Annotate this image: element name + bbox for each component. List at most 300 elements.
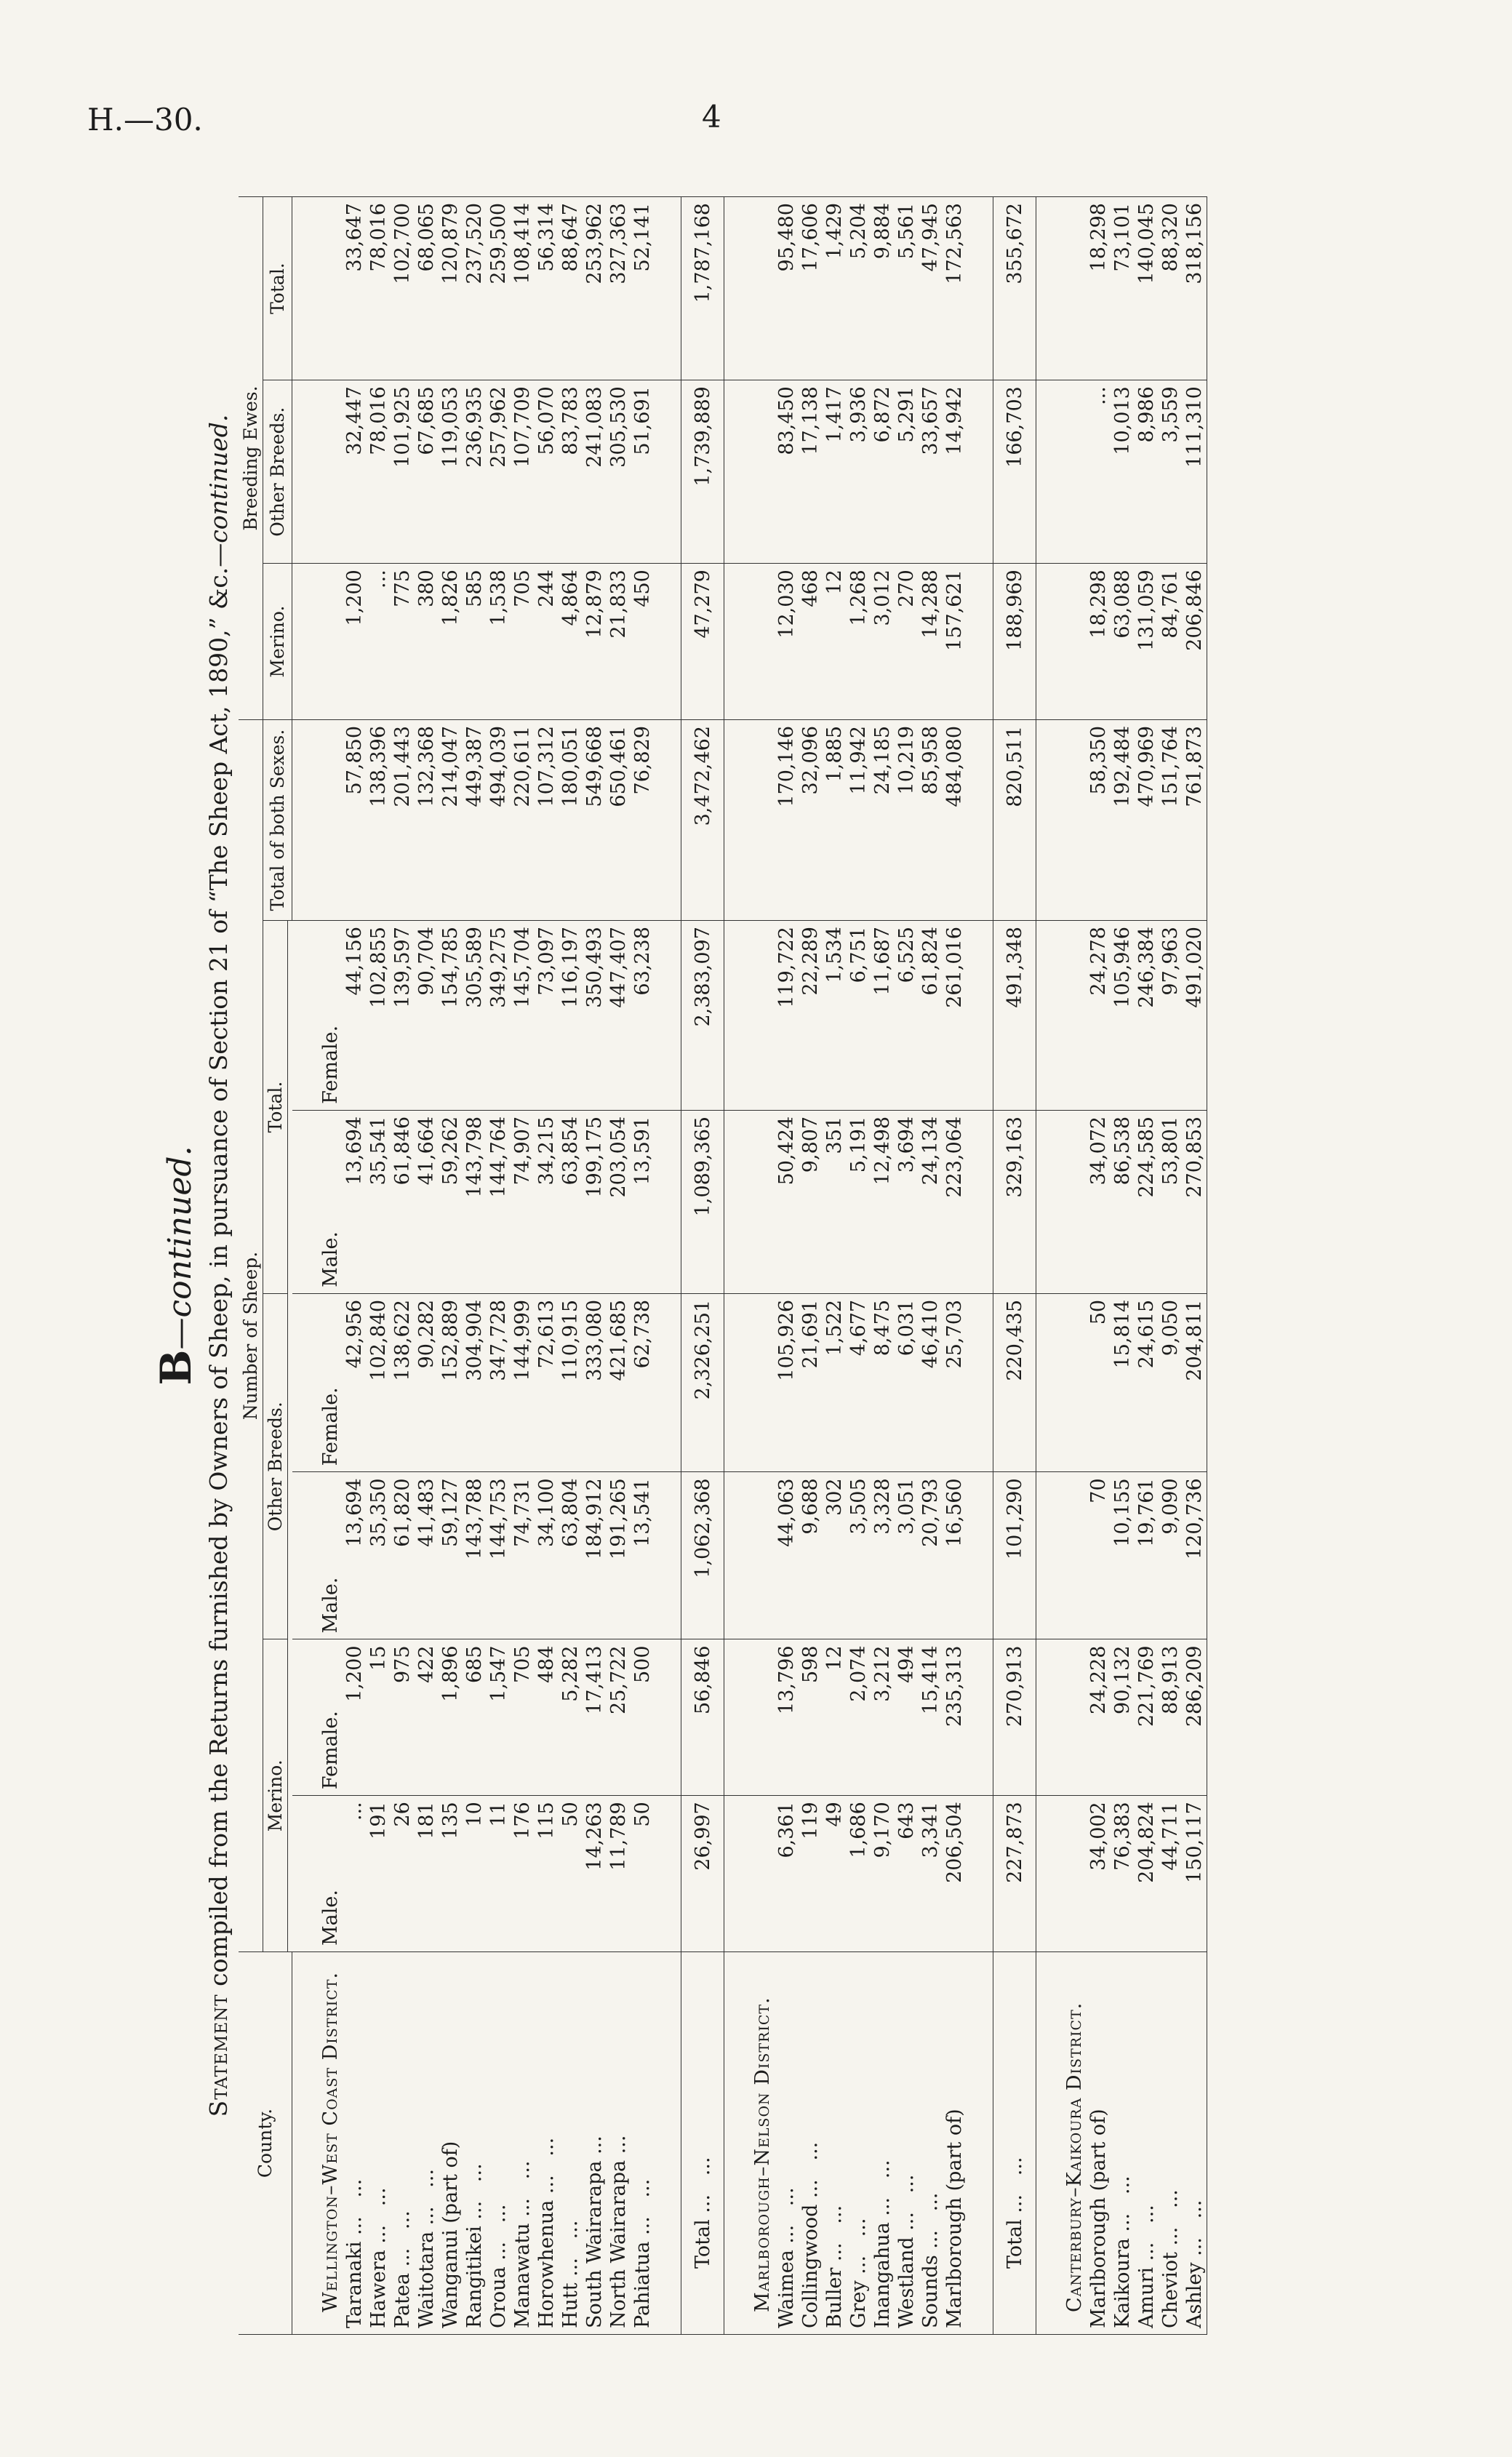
breeding-ewes-header: Breeding Ewes. [239,197,263,720]
value-cell-m-female: 598 [799,1639,823,1796]
total-cell-t-female: 2,383,097 [681,921,724,1111]
value-cell-e-total: 172,563 [943,197,967,380]
table-letter-continued: —continued. [161,1146,199,1350]
table-row [1087,197,1111,2335]
total-cell-m-female: 270,913 [993,1639,1036,1796]
value-cell-o-female: 152,889 [439,1293,463,1471]
value-cell-m-male: 14,263 [583,1796,607,1952]
female-subheader: Female. [319,1293,343,1471]
value-cell-e-total: 73,101 [1111,197,1135,380]
value-cell-m-female: 90,132 [1111,1639,1135,1796]
blank-cell [967,719,993,920]
value-cell-e-merino: 244 [535,564,559,720]
value-cell-t-male: 3,694 [895,1110,919,1293]
value-cell-o-male: 19,761 [1135,1472,1159,1639]
value-cell-o-female: 421,685 [607,1293,631,1471]
blank-cell [1036,1639,1063,1796]
value-cell-t-male: 9,807 [799,1110,823,1293]
district-heading-cell [1063,1110,1087,1293]
total-cell-m-male: 26,997 [681,1796,724,1952]
ewes-total-header: Total. [263,197,292,380]
leader-dots: ... ... [1159,2189,1182,2252]
value-cell-e-merino: 4,864 [559,564,583,720]
table-row [775,197,799,2335]
leader-dots: ... ... [391,2210,414,2274]
value-cell-m-female: 1,547 [487,1639,511,1796]
value-cell-e-merino: 450 [631,564,655,720]
total-cell-e-total: 355,672 [993,197,1036,380]
value-cell-e-total: 102,700 [391,197,415,380]
value-cell-o-female: 204,811 [1183,1293,1207,1471]
blank-cell [655,564,681,720]
value-cell-t-female: 145,704 [511,921,535,1111]
value-cell-t-male: 143,798 [463,1110,487,1293]
value-cell-e-total: 327,363 [607,197,631,380]
value-cell-e-other: 119,053 [439,380,463,564]
value-cell-o-female: 105,926 [775,1293,799,1471]
county-name: Buller [823,2267,846,2328]
county-name: Westland [895,2237,918,2328]
value-cell-e-other: 236,935 [463,380,487,564]
blank-cell [292,1796,319,1952]
value-cell-m-female: 17,413 [583,1639,607,1796]
leader-dots: ... ... [847,2218,870,2281]
value-cell-t-male: 199,175 [583,1110,607,1293]
value-cell-e-total: 78,016 [367,197,391,380]
district-heading-cell [751,1472,775,1639]
value-cell-e-other: 10,013 [1111,380,1135,564]
county-cell [1135,1952,1159,2335]
blank-cell [724,197,751,380]
leader-dots: ... ... [799,2141,822,2205]
total-both-sexes-header: Total of both Sexes. [263,719,292,920]
district-heading-row [319,197,343,2335]
blank-cell [655,921,681,1111]
value-cell-o-male: 41,483 [415,1472,439,1639]
male-subheader: Male. [319,1796,343,1952]
value-cell-t-male: 41,664 [415,1110,439,1293]
value-cell-e-other: 17,138 [799,380,823,564]
county-cell [943,1952,967,2335]
value-cell-e-other: 1,417 [823,380,847,564]
value-cell-o-female: 9,050 [1159,1293,1183,1471]
value-cell-t-both: 138,396 [367,719,391,920]
leader-dots: ... ... [691,2157,714,2220]
table-row [367,197,391,2335]
county-name: Grey [847,2280,870,2328]
value-cell-t-male: 34,072 [1087,1110,1111,1293]
district-heading-cell [1063,1639,1087,1796]
county-cell [775,1952,799,2335]
value-cell-o-male: 3,328 [871,1472,895,1639]
county-name: Waitotara [415,2231,438,2328]
value-cell-o-female: 21,691 [799,1293,823,1471]
blank-cell [292,1472,319,1639]
table-row [559,197,583,2335]
value-cell-t-female: 119,722 [775,921,799,1111]
value-cell-o-male: 16,560 [943,1472,967,1639]
value-cell-m-female: 88,913 [1159,1639,1183,1796]
total-cell-o-male: 1,062,368 [681,1472,724,1639]
county-cell [895,1952,919,2335]
blank-cell [724,719,751,920]
total-label-cell [993,1952,1036,2335]
district-heading-cell [319,564,343,720]
value-cell-t-both: 192,484 [1111,719,1135,920]
value-cell-e-merino: 585 [463,564,487,720]
county-cell [1111,1952,1135,2335]
value-cell-o-female: 72,613 [535,1293,559,1471]
total-cell-t-both: 820,511 [993,719,1036,920]
spacer-row [655,197,681,2335]
value-cell-t-both: 58,350 [1087,719,1111,920]
county-name: Kaikoura [1111,2238,1134,2328]
value-cell-o-male: 3,505 [847,1472,871,1639]
county-cell [1087,1952,1111,2335]
blank-cell [724,1293,751,1471]
value-cell-o-female: 25,703 [943,1293,967,1471]
blank-cell [292,564,319,720]
district-heading-cell [1063,921,1087,1111]
leader-dots: ... ... [343,2178,366,2242]
other-breeds-header: Other Breeds. [263,1293,288,1639]
blank-cell [1036,380,1063,564]
value-cell-t-female: 350,493 [583,921,607,1111]
value-cell-o-female: 4,677 [847,1293,871,1471]
blank-cell [292,1110,319,1293]
value-cell-e-merino: 63,088 [1111,564,1135,720]
leader-dots: ... ... [1003,2157,1026,2220]
value-cell-t-male: 50,424 [775,1110,799,1293]
value-cell-t-male: 351 [823,1110,847,1293]
value-cell-o-male: 59,127 [439,1472,463,1639]
value-cell-o-male: 61,820 [391,1472,415,1639]
value-cell-t-both: 761,873 [1183,719,1207,920]
value-cell-e-total: 18,298 [1087,197,1111,380]
value-cell-t-both: 484,080 [943,719,967,920]
value-cell-m-female: 500 [631,1639,655,1796]
value-cell-t-female: 24,278 [1087,921,1111,1111]
value-cell-t-female: 246,384 [1135,921,1159,1111]
value-cell-m-male: 150,117 [1183,1796,1207,1952]
total-label-cell [681,1952,724,2335]
leader-dots: ... ... [1111,2176,1134,2239]
value-cell-e-total: 47,945 [919,197,943,380]
district-heading-cell [751,1796,775,1952]
county-name: Waimea [775,2250,798,2328]
value-cell-t-both: 132,368 [415,719,439,920]
table-row [823,197,847,2335]
blank-cell [292,1952,319,2335]
value-cell-e-other: 111,310 [1183,380,1207,564]
blank-cell [967,1110,993,1293]
value-cell-m-female: 15 [367,1639,391,1796]
value-cell-m-male: 204,824 [1135,1796,1159,1952]
total-cell-e-other: 1,739,889 [681,380,724,564]
value-cell-t-male: 24,134 [919,1110,943,1293]
value-cell-t-both: 220,611 [511,719,535,920]
county-cell [607,1952,631,2335]
table-row [1135,197,1159,2335]
table-row [1111,197,1135,2335]
value-cell-m-female: 2,074 [847,1639,871,1796]
statement-continued: —continued. [204,414,233,567]
value-cell-e-other: 5,291 [895,380,919,564]
page-code: H.—30. [87,102,203,137]
value-cell-o-male: 35,350 [367,1472,391,1639]
value-cell-m-male: 10 [463,1796,487,1952]
value-cell-t-both: 650,461 [607,719,631,920]
blank-cell [655,1796,681,1952]
value-cell-t-female: 491,020 [1183,921,1207,1111]
county-name: Pahiatua [631,2241,654,2328]
district-total-row [681,197,724,2335]
value-cell-t-male: 223,064 [943,1110,967,1293]
value-cell-t-male: 5,191 [847,1110,871,1293]
blank-cell [724,1796,751,1952]
county-name: Oroua [487,2266,510,2328]
table-row [535,197,559,2335]
value-cell-t-male: 86,538 [1111,1110,1135,1293]
blank-cell [967,1796,993,1952]
value-cell-o-female: 50 [1087,1293,1111,1471]
value-cell-e-other: 107,709 [511,380,535,564]
blank-cell [724,921,751,1111]
value-cell-t-female: 154,785 [439,921,463,1111]
county-cell [583,1952,607,2335]
district-name: Canterbury–Kaikoura District. [1063,1952,1087,2335]
page-number: 4 [702,99,721,135]
total-label: Total [691,2219,714,2269]
value-cell-t-both: 214,047 [439,719,463,920]
value-cell-m-female: 15,414 [919,1639,943,1796]
value-cell-o-female: 6,031 [895,1293,919,1471]
value-cell-t-both: 201,443 [391,719,415,920]
district-heading-cell [751,921,775,1111]
value-cell-e-total: 17,606 [799,197,823,380]
blank-cell [724,1639,751,1796]
spacer-row [1036,197,1063,2335]
blank-cell [1036,1952,1063,2335]
value-cell-o-female: 138,622 [391,1293,415,1471]
blank-cell [292,197,319,380]
value-cell-o-male: 70 [1087,1472,1111,1639]
value-cell-e-other: 8,986 [1135,380,1159,564]
value-cell-m-female: 221,769 [1135,1639,1159,1796]
value-cell-e-total: 33,647 [343,197,367,380]
value-cell-e-merino: 1,268 [847,564,871,720]
value-cell-e-other: 83,450 [775,380,799,564]
value-cell-t-male: 13,694 [343,1110,367,1293]
value-cell-m-male: 119 [799,1796,823,1952]
table-row [487,197,511,2335]
value-cell-m-female: 1,200 [343,1639,367,1796]
table-row [463,197,487,2335]
blank-cell [967,1472,993,1639]
value-cell-e-merino: 270 [895,564,919,720]
value-cell-e-merino: 1,826 [439,564,463,720]
county-header: County. [239,1952,292,2335]
value-cell-t-both: 11,942 [847,719,871,920]
value-cell-o-female: 46,410 [919,1293,943,1471]
value-cell-t-male: 53,801 [1159,1110,1183,1293]
value-cell-t-male: 13,591 [631,1110,655,1293]
value-cell-t-both: 170,146 [775,719,799,920]
value-cell-t-female: 105,946 [1111,921,1135,1111]
county-cell [1183,1952,1207,2335]
county-cell [1159,1952,1183,2335]
statement-title [199,196,239,2335]
value-cell-t-female: 447,407 [607,921,631,1111]
spacer-row [967,197,993,2335]
blank-cell [1036,1110,1063,1293]
value-cell-e-other: 32,447 [343,380,367,564]
blank-cell [1036,719,1063,920]
value-cell-e-other: 6,872 [871,380,895,564]
county-name: Taranaki [343,2241,366,2328]
value-cell-m-male: 26 [391,1796,415,1952]
value-cell-m-female: 25,722 [607,1639,631,1796]
value-cell-m-male: 643 [895,1796,919,1952]
district-heading-cell [751,564,775,720]
value-cell-o-female: 304,904 [463,1293,487,1471]
value-cell-m-female: 3,212 [871,1639,895,1796]
value-cell-e-total: 5,561 [895,197,919,380]
value-cell-t-both: 1,885 [823,719,847,920]
blank-cell [292,380,319,564]
value-cell-e-merino: 131,059 [1135,564,1159,720]
value-cell-o-male: 144,753 [487,1472,511,1639]
value-cell-o-female: 333,080 [583,1293,607,1471]
value-cell-t-both: 76,829 [631,719,655,920]
blank-cell [967,197,993,380]
value-cell-e-other: 3,559 [1159,380,1183,564]
blank-cell [1036,1796,1063,1952]
value-cell-o-female: 102,840 [367,1293,391,1471]
value-cell-m-male: 115 [535,1796,559,1952]
value-cell-t-male: 270,853 [1183,1110,1207,1293]
blank-cell [292,1639,319,1796]
male-subheader: Male. [319,1472,343,1639]
value-cell-m-male: 50 [559,1796,583,1952]
leader-dots: ... ... [631,2178,654,2242]
district-heading-cell [319,380,343,564]
value-cell-m-male: 9,170 [871,1796,895,1952]
district-heading-cell [319,719,343,920]
value-cell-o-female: 110,915 [559,1293,583,1471]
value-cell-e-merino: 12,030 [775,564,799,720]
district-heading-cell [1063,1293,1087,1471]
county-cell [559,1952,583,2335]
total-cell-t-male: 1,089,365 [681,1110,724,1293]
total-cell-e-merino: 188,969 [993,564,1036,720]
blank-cell [655,1293,681,1471]
table-row [631,197,655,2335]
number-of-sheep-header: Number of Sheep. [239,719,263,1951]
value-cell-m-female: 494 [895,1639,919,1796]
county-cell [631,1952,655,2335]
county-name: South Wairarapa [583,2160,606,2328]
value-cell-t-both: 85,958 [919,719,943,920]
value-cell-e-total: 9,884 [871,197,895,380]
value-cell-t-female: 22,289 [799,921,823,1111]
value-cell-e-other: 83,783 [559,380,583,564]
blank-cell [655,380,681,564]
value-cell-m-female: 1,896 [439,1639,463,1796]
table-row [919,197,943,2335]
value-cell-o-female: 62,738 [631,1293,655,1471]
value-cell-m-male: 3,341 [919,1796,943,1952]
value-cell-t-female: 349,275 [487,921,511,1111]
value-cell-e-total: 88,320 [1159,197,1183,380]
spacer-row [724,197,751,2335]
value-cell-m-female: 705 [511,1639,535,1796]
value-cell-m-female: 484 [535,1639,559,1796]
blank-cell [1036,564,1063,720]
district-heading-cell [1063,564,1087,720]
value-cell-o-male: 44,063 [775,1472,799,1639]
value-cell-e-total: 68,065 [415,197,439,380]
leader-dots: ... ... [919,2192,942,2256]
spacer-row [292,197,319,2335]
leader-dots: ... [607,2135,630,2160]
total-cell-m-male: 227,873 [993,1796,1036,1952]
value-cell-e-total: 253,962 [583,197,607,380]
county-name: Patea [391,2273,414,2328]
table-row [343,197,367,2335]
leader-dots: ... ... [823,2205,846,2268]
blank-cell [1036,1293,1063,1471]
value-cell-o-female: 144,999 [511,1293,535,1471]
blank-cell [1036,1472,1063,1639]
value-cell-o-female: 8,475 [871,1293,895,1471]
value-cell-e-total: 318,156 [1183,197,1207,380]
district-heading-cell [1063,1472,1087,1639]
table-row [943,197,967,2335]
county-name: Collingwood [799,2204,822,2328]
leader-dots: ... ... [535,2137,558,2200]
value-cell-o-male: 9,090 [1159,1472,1183,1639]
total-label: Total [1003,2219,1026,2269]
value-cell-e-merino: 1,200 [343,564,367,720]
value-cell-o-male: 34,100 [535,1472,559,1639]
value-cell-t-female: 44,156 [343,921,367,1111]
district-name: Wellington–West Coast District. [319,1952,343,2335]
value-cell-m-male: 181 [415,1796,439,1952]
value-cell-t-female: 63,238 [631,921,655,1111]
leader-dots: ... ... [415,2168,438,2232]
sheep-returns-table [239,196,1207,2335]
table-row [439,197,463,2335]
county-name: North Wairarapa [607,2160,630,2328]
ewes-merino-header: Merino. [263,564,292,720]
district-total-row [993,197,1036,2335]
value-cell-e-other: 101,925 [391,380,415,564]
blank-cell [292,1293,319,1471]
value-cell-t-male: 74,907 [511,1110,535,1293]
value-cell-m-male: 206,504 [943,1796,967,1952]
blank-cell [967,1293,993,1471]
district-heading-row [1063,197,1087,2335]
blank-cell [655,1472,681,1639]
county-cell [463,1952,487,2335]
value-cell-e-other: ... [1087,380,1111,564]
value-cell-t-both: 57,850 [343,719,367,920]
male-subheader: Male. [319,1110,343,1293]
table-row [871,197,895,2335]
value-cell-t-female: 139,597 [391,921,415,1111]
value-cell-o-male: 143,788 [463,1472,487,1639]
